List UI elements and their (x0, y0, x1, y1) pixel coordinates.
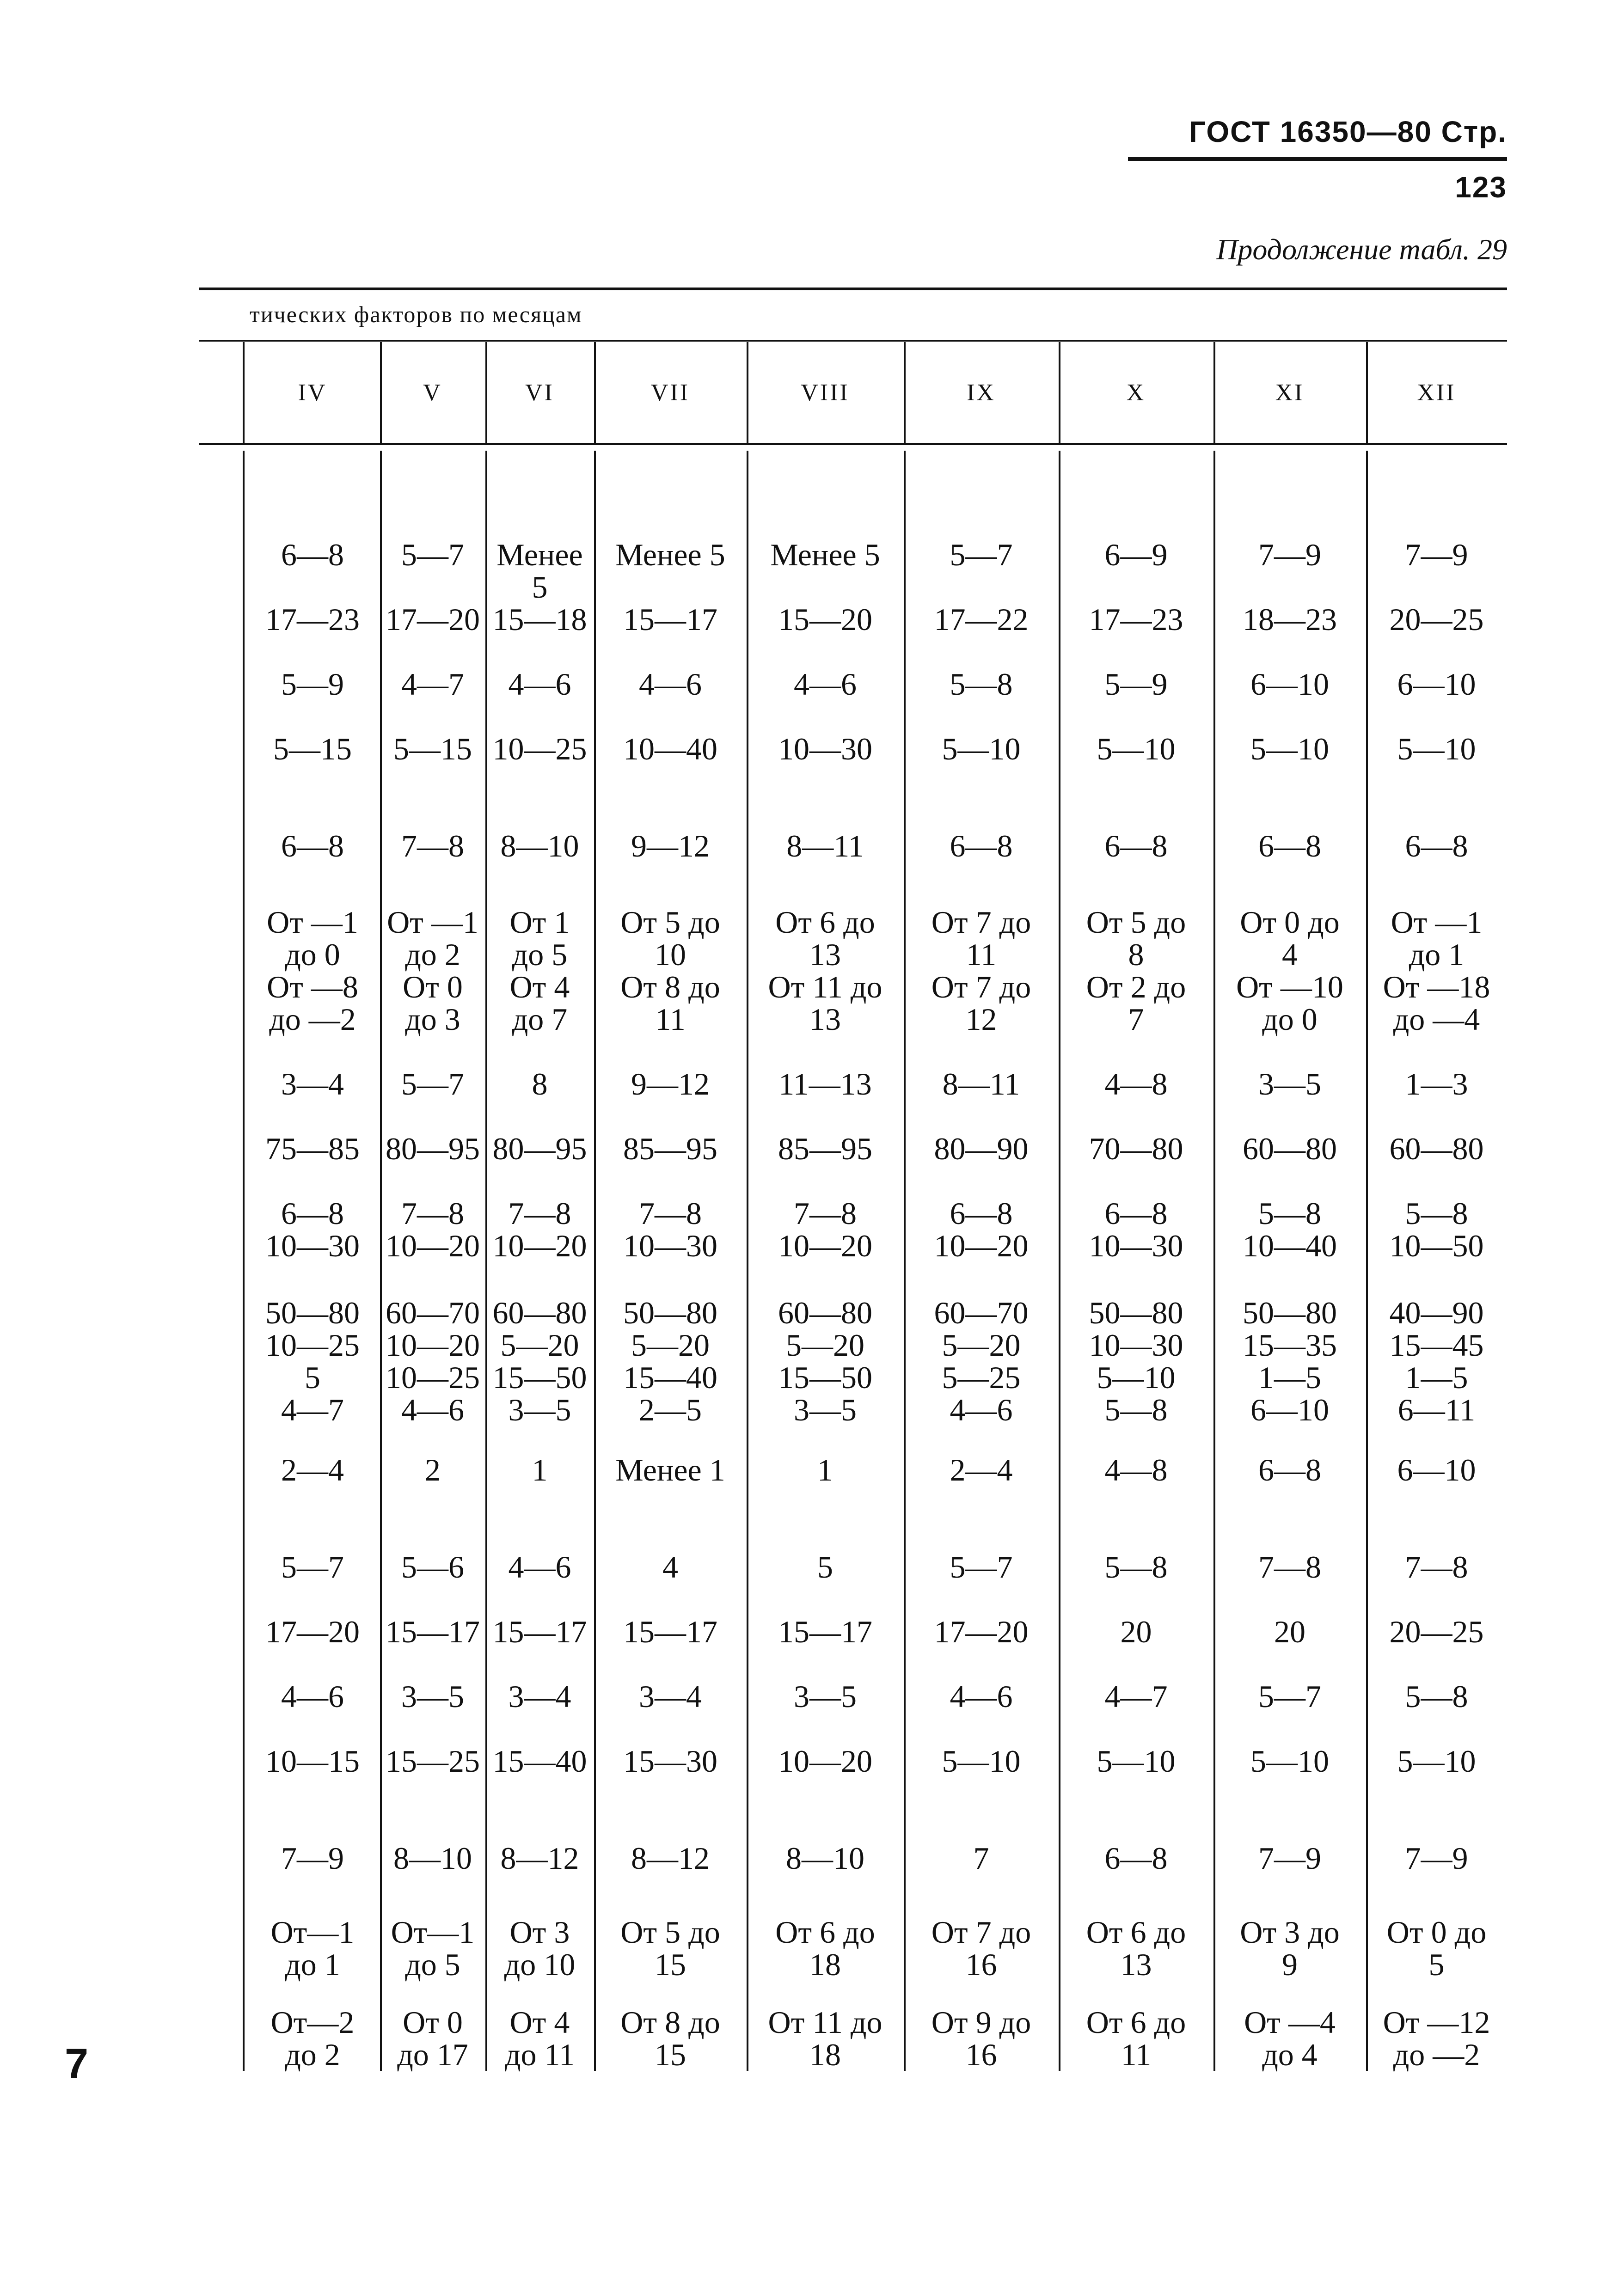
table-cell: 6—10 (1397, 1452, 1476, 1487)
table-cell: От—1 до 5 (391, 1915, 475, 1982)
table-cell: От 1 до 5 (509, 905, 570, 972)
table-cell: От —1 до 1 (1391, 905, 1483, 972)
table-cell: 8—11 (786, 828, 864, 863)
table-cell: 5—9 (1104, 667, 1168, 702)
table-cell: 17—20 (386, 602, 480, 637)
table-cell: 17—23 (265, 602, 360, 637)
table-cell: 17—20 (934, 1614, 1029, 1649)
table-cell: От —1 до 0 (267, 905, 358, 972)
table-cell: Менее 5 (615, 537, 725, 572)
table-cell: От 5 до 10 (620, 905, 720, 972)
table-cell: От 11 до 18 (768, 2005, 882, 2072)
table-cell: 6—8 (1104, 828, 1168, 863)
month-header-xi: XI (1275, 379, 1305, 406)
table-cell: 5—10 (1097, 1744, 1176, 1779)
table-cell: 8—10 (786, 1841, 864, 1876)
table-cell: 5—7 (281, 1549, 344, 1585)
table-cell: 6—8 (281, 828, 344, 863)
table-cell: 1 (532, 1452, 548, 1487)
table-cell: 8—10 (500, 828, 579, 863)
table-cell: Менее 1 (615, 1452, 725, 1487)
table-cell: 7 (973, 1841, 989, 1876)
month-header-x: X (1126, 379, 1146, 406)
table-cell: 6—8 (1258, 828, 1321, 863)
table-cell: 3—4 (508, 1679, 571, 1714)
table-cell: 4—7 (1104, 1679, 1168, 1714)
table-cell: 5—15 (393, 731, 472, 766)
table-cell: 4—6 (281, 1679, 344, 1714)
table-cell: 7—8 10—20 (386, 1196, 480, 1263)
table-cell: 15—17 (623, 1614, 717, 1649)
table-cell: 9—12 (631, 1066, 710, 1102)
table-cell: 6—9 (1104, 537, 1168, 572)
table-cell: 7—8 10—20 (492, 1196, 587, 1263)
table-cell: 80—95 (386, 1131, 480, 1166)
table-cell: 4—6 (508, 1549, 571, 1585)
table-cell: От —1 до 2 (387, 905, 478, 972)
table-cell: 4 (662, 1549, 678, 1585)
table-cell: 7—9 (1258, 537, 1321, 572)
table-cell: От 4 до 11 (504, 2005, 575, 2072)
table-cell: 5—8 10—50 (1389, 1196, 1484, 1263)
month-header-xii: XII (1417, 379, 1456, 406)
table-cell: 8—12 (500, 1841, 579, 1876)
table-cell: 85—95 (778, 1131, 872, 1166)
table-cell: 17—22 (934, 602, 1029, 637)
table-cell: 7—8 10—30 (623, 1196, 717, 1263)
table-cell: От 7 до 12 (931, 969, 1031, 1037)
table-cell: От —10 до 0 (1236, 969, 1343, 1037)
table-cell: 80—95 (492, 1131, 587, 1166)
table-cell: 3—4 (639, 1679, 702, 1714)
table-cell: 7—8 (1258, 1549, 1321, 1585)
table-cell: Менее 5 (770, 537, 880, 572)
table-cell: 7—8 (1405, 1549, 1468, 1585)
table-cell: 6—8 (950, 828, 1013, 863)
table-cell: От 5 до 15 (620, 1915, 720, 1982)
table-cell: 15—30 (623, 1744, 717, 1779)
table-cell: 50—80 5—20 15—40 2—5 (623, 1295, 717, 1427)
month-header-v: V (423, 379, 442, 406)
table-cell: От 11 до 13 (768, 969, 882, 1037)
table-cell: 3—5 (401, 1679, 464, 1714)
table-cell: 6—8 (1405, 828, 1468, 863)
table-cell: От 3 до 9 (1240, 1915, 1340, 1982)
table-cell: 4—6 (950, 1679, 1013, 1714)
table-cell: 5—10 (1250, 731, 1329, 766)
table-cell: От 4 до 7 (509, 969, 570, 1037)
table-cell: 2—4 (281, 1452, 344, 1487)
table-cell: 7—9 (1405, 537, 1468, 572)
month-header-vi: VI (525, 379, 554, 406)
table-cell: 80—90 (934, 1131, 1029, 1166)
table-cell: 60—70 10—20 10—25 4—6 (386, 1295, 480, 1427)
table-cell: 3—5 (794, 1679, 857, 1714)
table-cell: 15—25 (386, 1744, 480, 1779)
table-cell: 85—95 (623, 1131, 717, 1166)
table-cell: 7—8 10—20 (778, 1196, 872, 1263)
table-cell: От 7 до 11 (931, 905, 1031, 972)
table-cell: 10—40 (623, 731, 717, 766)
table-cell: 6—8 10—20 (934, 1196, 1029, 1263)
table-cell: 5—8 (1405, 1679, 1468, 1714)
table-cell: 5—7 (401, 537, 464, 572)
table-cell: 75—85 (265, 1131, 360, 1166)
table-cell: От 8 до 11 (620, 969, 720, 1037)
table-cell: 60—80 (1243, 1131, 1337, 1166)
table-cell: От 6 до 11 (1086, 2005, 1186, 2072)
table-cell: От 7 до 16 (931, 1915, 1031, 1982)
table-cell: От 0 до 17 (397, 2005, 468, 2072)
table-cell: 15—40 (492, 1744, 587, 1779)
table-cell: 60—80 5—20 15—50 3—5 (492, 1295, 587, 1427)
table-cell: 5—8 (950, 667, 1013, 702)
table-cell: 6—8 10—30 (1089, 1196, 1183, 1263)
table-cell: 4—8 (1104, 1066, 1168, 1102)
table-cell: 10—25 (492, 731, 587, 766)
table-cell: От 5 до 8 (1086, 905, 1186, 972)
table-cell: 50—80 10—30 5—10 5—8 (1089, 1295, 1183, 1427)
table-cell: 8 (532, 1066, 548, 1102)
table-cell: 1—3 (1405, 1066, 1468, 1102)
month-header-ix: IX (967, 379, 996, 406)
table-cell: 50—80 15—35 1—5 6—10 (1243, 1295, 1337, 1427)
table-cell: 4—6 (508, 667, 571, 702)
table-cell: 6—8 (281, 537, 344, 572)
table-cell: 8—11 (942, 1066, 1020, 1102)
table-cell: От—2 до 2 (270, 2005, 355, 2072)
table-cell: 15—20 (778, 602, 872, 637)
table-cell: 5—6 (401, 1549, 464, 1585)
table-cell: 9—12 (631, 828, 710, 863)
table-cell: 5—7 (401, 1066, 464, 1102)
table-cell: 3—4 (281, 1066, 344, 1102)
table-cell: 5—10 (1250, 1744, 1329, 1779)
table-cell: 5—10 (1097, 731, 1176, 766)
table-cell: 5—10 (942, 1744, 1021, 1779)
table-cell: 5—10 (1397, 1744, 1476, 1779)
table-cell: 3—5 (1258, 1066, 1321, 1102)
table-cell: От 6 до 13 (1086, 1915, 1186, 1982)
table-cell: 17—23 (1089, 602, 1183, 637)
table-cell: 20—25 (1389, 602, 1484, 637)
table-cell: 10—30 (778, 731, 872, 766)
table-cell: От —4 до 4 (1244, 2005, 1336, 2072)
table-cell: От 6 до 13 (775, 905, 875, 972)
table-cell: 7—9 (1405, 1841, 1468, 1876)
table-cell: 7—9 (1258, 1841, 1321, 1876)
table-cell: 8—12 (631, 1841, 710, 1876)
table-cell: От —12 до —2 (1383, 2005, 1490, 2072)
table-cell: От 0 до 3 (403, 969, 463, 1037)
table-cell: 20 (1274, 1614, 1305, 1649)
table-cell: От 9 до 16 (931, 2005, 1031, 2072)
table-cell: 7—9 (281, 1841, 344, 1876)
table-cell: 2—4 (950, 1452, 1013, 1487)
table-cell: 15—17 (492, 1614, 587, 1649)
table-cell: От 6 до 18 (775, 1915, 875, 1982)
table-cell: 5 (817, 1549, 833, 1585)
table-cell: 4—6 (639, 667, 702, 702)
table-cell: 7—8 (401, 828, 464, 863)
table-cell: 15—18 (492, 602, 587, 637)
table-cell: 6—10 (1397, 667, 1476, 702)
table-cell: От —8 до —2 (267, 969, 358, 1037)
page-number: 7 (65, 2040, 89, 2087)
table-cell: 5—7 (950, 537, 1013, 572)
table-cell: 5—7 (1258, 1679, 1321, 1714)
column-group-caption: тических факторов по месяцам (250, 301, 582, 327)
table-cell: От 3 до 10 (504, 1915, 576, 1982)
table-cell: 18—23 (1243, 602, 1337, 637)
table-cell: 20 (1120, 1614, 1152, 1649)
table-cell: 50—80 10—25 5 4—7 (265, 1295, 360, 1427)
table-cell: 15—17 (778, 1614, 872, 1649)
page-header: ГОСТ 16350—80 Стр. 123 (1189, 115, 1507, 204)
table-cell: 10—15 (265, 1744, 360, 1779)
month-header-iv: IV (298, 379, 327, 406)
table-cell: 1 (817, 1452, 833, 1487)
month-header-viii: VIII (801, 379, 850, 406)
table-cell: 4—6 (794, 667, 857, 702)
table-cell: От 2 до 7 (1086, 969, 1186, 1037)
table-cell: 17—20 (265, 1614, 360, 1649)
table-cell: 60—80 5—20 15—50 3—5 (778, 1295, 872, 1427)
table-continuation-caption: Продолжение табл. 29 (1216, 233, 1507, 266)
table-cell: 11—13 (778, 1066, 872, 1102)
table-cell: От—1 до 1 (270, 1915, 355, 1982)
table-cell: 6—8 (1104, 1841, 1168, 1876)
table-cell: 5—15 (273, 731, 352, 766)
table-cell: 5—8 10—40 (1243, 1196, 1337, 1263)
table-cell: 6—8 (1258, 1452, 1321, 1487)
table-cell: 60—80 (1389, 1131, 1484, 1166)
table-cell: 15—17 (623, 602, 717, 637)
table-cell: От 8 до 15 (620, 2005, 720, 2072)
table-cell: От 0 до 4 (1240, 905, 1340, 972)
table-cell: 5—8 (1104, 1549, 1168, 1585)
table-cell: 6—10 (1250, 667, 1329, 702)
table-cell: 5—9 (281, 667, 344, 702)
table-cell: 10—20 (778, 1744, 872, 1779)
table-cell: 60—70 5—20 5—25 4—6 (934, 1295, 1029, 1427)
table-cell: Менее 5 (496, 537, 583, 605)
table-cell: 4—7 (401, 667, 464, 702)
table-cell: 4—8 (1104, 1452, 1168, 1487)
month-header-vii: VII (650, 379, 690, 406)
table-cell: 5—7 (950, 1549, 1013, 1585)
table-cell: 5—10 (942, 731, 1021, 766)
table-cell: 5—10 (1397, 731, 1476, 766)
table-cell: 8—10 (393, 1841, 472, 1876)
table-cell: 15—17 (386, 1614, 480, 1649)
table-cell: 20—25 (1389, 1614, 1484, 1649)
table-cell: 6—8 10—30 (265, 1196, 360, 1263)
table-cell: 70—80 (1089, 1131, 1183, 1166)
table-cell: 2 (425, 1452, 441, 1487)
table-cell: От 0 до 5 (1386, 1915, 1487, 1982)
table-cell: 40—90 15—45 1—5 6—11 (1389, 1295, 1484, 1427)
table-cell: От —18 до —4 (1383, 969, 1490, 1037)
